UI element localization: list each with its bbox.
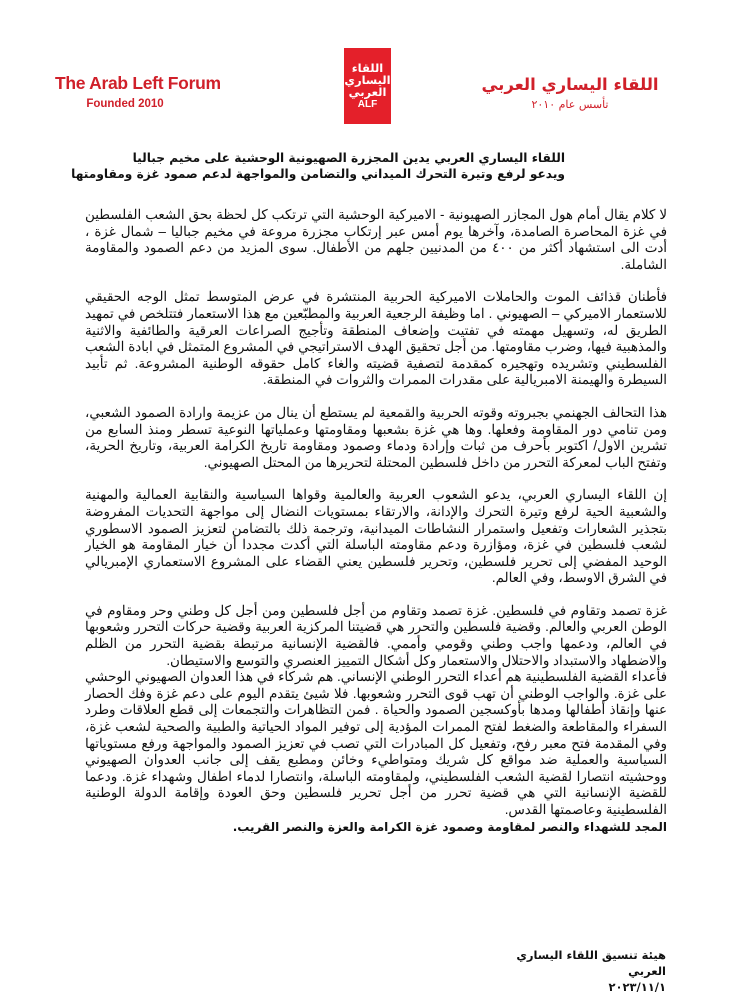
signatory-org: هيئة تنسيق اللقاء اليساري العربي [516,948,666,978]
signature-block [480,947,666,995]
paragraph-3: هذا التحالف الجهنمي بجبروته وقوته الحربية والقمعية لم يستطع أن ينال من عزيمة وارادة الصمود الشعبي، ومن تنامي دور المقاومة وفعلها. وها هي غزة بشعبها ومقاومتها وعملياتها النوعية تسطر ومنذ السابع من تشرين الاول/ اكتوبر بأحرف من ثبات وإرادة ودماء وصمود ومقاومة تاريخ الكرامة العربية، وتاريخ الحرية، وتفتح الباب لمعركة التحرر من داخل فلسطين المحتلة لتحريرها من المحتل الصهيوني. [85,404,667,470]
logo-abbr: ALF [357,98,378,110]
arabic-brand [480,75,660,111]
logo-line-3: العربي [348,84,387,99]
paragraph-6: فأعداء القضية الفلسطينية هم أعداء التحرر الوطني الإنساني. هم شركاء في هذا العدوان الصهيوني الوحشي على غزة. والواجب الوطني أن تهب قوى التحرر وشعوبها. فلا شيئ يتقدم اليوم على دعم غزة وفك الحصار عنها وإنقاذ أطفالها ومدها بأوكسجين الصمود والحياة . فمن التظاهرات والتجمعات إلى قطع العلاقات وطرد السفراء والمقاطعة والضغط لفتح الممرات المؤدية إلى توفير المواد الحياتية والطبية والصحية لشعب غزة، وفي المقدمة فتح معبر رفح، وتفعيل كل المبادرات التي تصب في تعزيز الصمود والمواجهة ورفع مستوياتها السياسية والعملية ضد مواقع كل شريك ومتواطيء وخائن ومطبع يقف إلى جانب العدوان الصهيوني ووحشيته انتصارا لقضية الشعب الفلسطيني، ولمقاومته الباسلة، وانتصارا لدماء اطفال وشهداء غزة. ودعما للقضية الإنسانية التي هي قضية تحرر من أجل تحرير فلسطين وحق العودة وإقامة الدولة الوطنية الفلسطينية وعاصمتها القدس. [85,669,667,817]
arabic-org-name: اللقاء اليساري العربي [481,75,659,94]
closing-slogan: المجد للشهداء والنصر لمقاومة وصمود غزة الكرامة والعزة والنصر القريب. [232,819,667,834]
statement-date: ٢٠٢٣/١١/١ [608,980,666,994]
paragraph-2: فأطنان قذائف الموت والحاملات الاميركية الحربية المنتشرة في عرض المتوسط تمثل الوجه الحقيقي للاستعمار الاميركي – الصهيوني . اما وظيفة الرجعية العربية والمطبّعين مع هذا الاستعمار فتتلخص في تمهيد الطريق له، وتسهيل مهمته في تفتيت وإضعاف المنطقة وتأجيج الصراعات العرقية والطائفية والاثنية والمذهبية فيها، وضرب مقاومتها. من أجل تحقيق الهدف الاستراتيجي في المشروع المتمثل في ابادة الشعب الفلسطيني وتشريده وتهجيره كمقدمة لتصفية قضيته والغاء كامل حقوقه الوطنية المشروعة. ثم تأبيد السيطرة والهيمنة الامبريالية على مقدرات الممرات والثروات في المنطقة. [85,289,667,388]
english-org-name: The Arab Left Forum [55,73,221,93]
paragraph-4: إن اللقاء اليساري العربي، يدعو الشعوب العربية والعالمية وقواها السياسية والنقابية العمالية والمهنية والشعبية الحية لرفع وتيرة التحرك والإدانة، والارتقاء بمستويات النضال إلى مواجهة التحديات المفروضة بتجذير الشعارات وتفعيل واستمرار النشاطات الميدانية، وترجمة ذلك بالتضامن لتعزيز الصمود الاسطوري لشعب فلسطين في غزة، ومؤازرة ودعم مقاومته الباسلة التي أكدت مجددا أن خيار المقاومة هو الخيار الوحيد المفضي إلى تحرير فلسطين، وتحرير فلسطين يعني القضاء على المشروع الاستعماري الإمبريالي في الشرق الاوسط، وفي العالم. [85,487,667,586]
statement-headline [71,150,565,182]
logo-line-1: اللقاء [351,60,384,75]
english-brand [55,73,221,110]
letterhead [0,0,750,135]
logo-line-2: اليساري [344,72,391,87]
arabic-founded-year: تأسس عام ٢٠١٠ [531,98,609,111]
paragraph-5: غزة تصمد وتقاوم في فلسطين. غزة تصمد وتقاوم من أجل فلسطين ومن أجل كل وطني وحر ومقاوم في الوطن العربي والعالم. وقضية فلسطين والتحرر هي قضيتنا المركزية العربية وقضية حركات التحرر وشعوبها في العالم، ودعمها واجب وطني وقومي وأممي. فالقضية الإنسانية مرتبطة بقضية التحرر من الظلم والاضطهاد والاستبداد والاحتلال والاستعمار وكل أشكال التمييز العنصري والتوسع والاستيطان. [85,602,667,668]
alf-logo [344,48,391,124]
statement-body [85,207,667,851]
english-founded-year: Founded 2010 [86,98,164,110]
headline-line-1: اللقاء اليساري العربي يدين المجزرة الصهيونية الوحشية على مخيم جباليا [132,151,565,165]
headline-line-2: ويدعو لرفع وتيرة التحرك الميداني والتضامن والمواجهة لدعم صمود غزة ومقاومتها [71,167,565,181]
paragraph-1: لا كلام يقال أمام هول المجازر الصهيونية - الاميركية الوحشية التي ترتكب كل لحظة بحق الشعب الفلسطين في غزة المحاصرة الصامدة، وآخرها يوم أمس عبر إرتكاب مجزرة مروعة في مخيم جباليا – شمال غزة ، أدت الى استشهاد أكثر من ٤٠٠ من المدنيين جلهم من الأطفال. سوى المزيد من دعم الصمود والمقاومة الشاملة. [85,207,668,272]
